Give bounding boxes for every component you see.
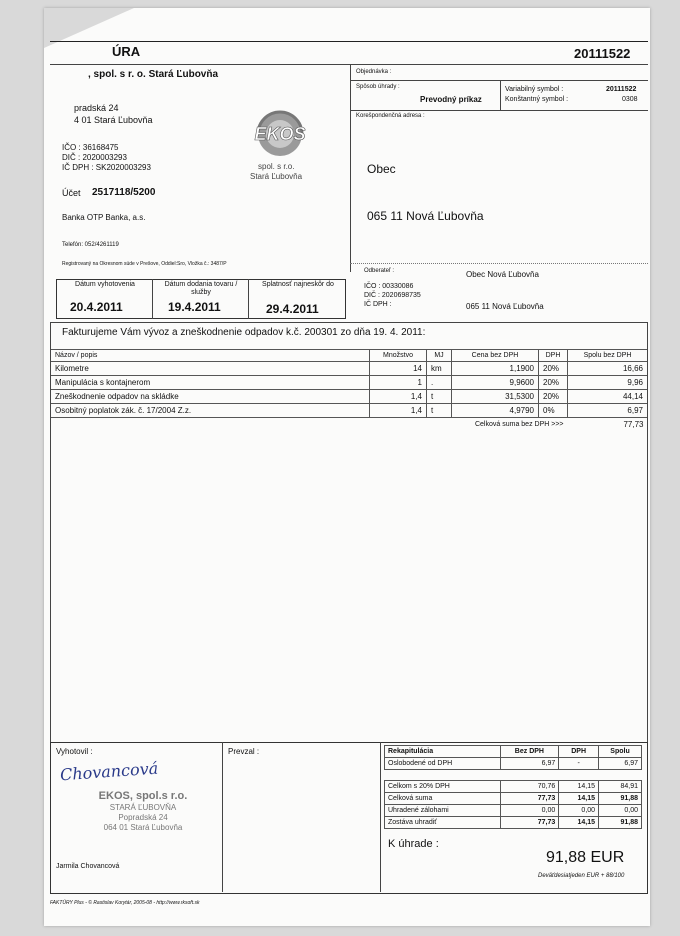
header-top-border [50, 41, 648, 42]
supplier-icdph: IČ DPH : SK2020003293 [62, 163, 151, 172]
payment-divider [500, 80, 501, 110]
ks-label: Konštantný symbol : [505, 96, 569, 103]
recap-base: 0,00 [500, 805, 559, 817]
supplier-name: , spol. s r. o. Stará Ľubovňa [88, 69, 219, 80]
order-label: Objednávka : [356, 69, 392, 75]
item-name: Osobitný poplatok zák. č. 17/2004 Z.z. [51, 404, 370, 418]
recap-base: 77,73 [500, 793, 559, 805]
delivery-date-label: Dátum dodania tovaru / služby [164, 281, 238, 296]
item-unit: . [427, 376, 452, 390]
item-total: 44,14 [568, 390, 648, 404]
recap-head-vat: DPH [559, 746, 599, 758]
handwritten-signature: Chovancová [59, 758, 159, 785]
register-note: Registrovaný na Okresnom súde v Prešove, Oddiel:Sro, Vložka č.: 3487/P [62, 261, 227, 267]
due-date-label: Splatnosť najneskôr do [262, 281, 334, 288]
recap-total: 0,00 [599, 805, 642, 817]
item-price: 1,1900 [452, 362, 539, 376]
col-price: Cena bez DPH [452, 350, 539, 362]
customer-ico: IČO : 00330086 [364, 283, 414, 290]
amount-due-label: K úhrade : [388, 838, 439, 850]
ekos-logo-icon [244, 110, 316, 158]
item-total: 9,96 [568, 376, 648, 390]
table-row [51, 362, 648, 376]
recap-vat: 14,15 [559, 781, 599, 793]
received-label: Prevzal : [228, 747, 260, 756]
recap-head-base: Bez DPH [500, 746, 559, 758]
payment-bottom [350, 110, 648, 111]
account-number: 2517118/5200 [92, 187, 156, 198]
recap-gap [385, 770, 642, 781]
item-qty: 1,4 [370, 404, 427, 418]
recap-vat: 14,15 [559, 817, 599, 829]
supplier-ico: IČO : 36168475 [62, 143, 119, 152]
vs-value: 20111522 [606, 86, 637, 93]
delivery-date: 19.4.2011 [168, 300, 221, 314]
recap-label: Oslobodené od DPH [385, 758, 501, 770]
recap-total: 91,88 [599, 793, 642, 805]
invoice-number: 20111522 [574, 46, 631, 61]
recap-label: Celkom s 20% DPH [385, 781, 501, 793]
footer-divider-1 [222, 742, 223, 892]
recap-total: 91,88 [599, 817, 642, 829]
ks-value: 0308 [622, 96, 638, 103]
recap-vat: 14,15 [559, 793, 599, 805]
item-total: 16,66 [568, 362, 648, 376]
item-total: 6,97 [568, 404, 648, 418]
col-name: Názov / popis [51, 350, 370, 362]
item-qty: 1,4 [370, 390, 427, 404]
item-price: 4,9790 [452, 404, 539, 418]
payment-label: Spôsob úhrady : [356, 84, 400, 90]
subtotal-row [51, 418, 648, 432]
recap-row [385, 805, 642, 817]
item-unit: km [427, 362, 452, 376]
customer-dic: DIČ : 2020698735 [364, 292, 421, 299]
due-date: 29.4.2011 [266, 302, 319, 316]
item-name: Manipulácia s kontajnerom [51, 376, 370, 390]
item-unit: t [427, 390, 452, 404]
recap-label: Celková suma [385, 793, 501, 805]
supplier-street: pradská 24 [74, 103, 119, 113]
issue-date-label: Dátum vyhotovenia [75, 281, 135, 288]
logo-sub-2: Stará Ľubovňa [250, 172, 303, 181]
col-qty: Množstvo [370, 350, 427, 362]
supplier-city: 4 01 Stará Ľubovňa [74, 115, 153, 125]
customer-top [350, 263, 648, 264]
correspondence-name: Obec [367, 162, 396, 176]
customer-icdph: IČ DPH : [364, 301, 392, 308]
table-row [51, 390, 648, 404]
col-total: Spolu bez DPH [568, 350, 648, 362]
recap-label: Zostáva uhradiť [385, 817, 501, 829]
amount-due: 91,88 EUR [546, 849, 625, 866]
recap-vat: 0,00 [559, 805, 599, 817]
intro-top [50, 322, 648, 323]
recap-base: 70,76 [500, 781, 559, 793]
supplier-dic: DIČ : 2020003293 [62, 153, 127, 162]
software-credit: FAKTÚRY Plus - © Rastislav Korytár, 2005-08 - http://www.rksoft.sk [50, 900, 200, 906]
payment-method: Prevodný príkaz [420, 95, 482, 104]
item-qty: 14 [370, 362, 427, 376]
intro-text: Fakturujeme Vám vývoz a zneškodnenie odpadov k.č. 200301 zo dňa 19. 4. 2011: [62, 327, 426, 338]
col-unit: MJ [427, 350, 452, 362]
stamp-line-1: EKOS, spol.s r.o. [98, 790, 188, 802]
customer-city: 065 11 Nová Ľubovňa [466, 302, 544, 311]
item-name: Kilometre [51, 362, 370, 376]
items-table [50, 349, 648, 431]
account-label: Účet [62, 188, 81, 198]
item-vat: 20% [539, 376, 568, 390]
dates-divider-1 [152, 279, 153, 319]
issuer-name: Jarmila Chovancová [56, 863, 120, 870]
item-qty: 1 [370, 376, 427, 390]
subtotal-value: 77,73 [623, 420, 644, 429]
recap-row [385, 758, 642, 770]
dates-divider-2 [248, 279, 249, 319]
table-row [51, 404, 648, 418]
issue-date: 20.4.2011 [70, 300, 123, 314]
issued-by-label: Vyhotovil : [56, 747, 93, 756]
item-vat: 20% [539, 362, 568, 376]
recap-base: 77,73 [500, 817, 559, 829]
body-right-border [647, 322, 648, 742]
recap-label: Uhradené zálohami [385, 805, 501, 817]
amount-in-words: Deväťdesiatjeden EUR + 88/100 [538, 873, 625, 879]
logo-sub-1: spol. s r.o. [258, 162, 295, 171]
bank-name: Banka OTP Banka, a.s. [62, 213, 146, 222]
recap-table [384, 745, 642, 829]
recap-head-total: Spolu [599, 746, 642, 758]
stamp-line-4: 064 01 Stará Ľubovňa [103, 823, 183, 832]
recap-header-row [385, 746, 642, 758]
correspondence-label: Korešpondenčná adresa : [356, 113, 425, 119]
stamp-line-3: Popradská 24 [118, 813, 168, 822]
company-stamp [88, 790, 198, 833]
recap-row [385, 793, 642, 805]
supplier-phone: Telefón: 052/4261119 [62, 242, 119, 248]
body-left-border [50, 322, 51, 742]
table-row [51, 376, 648, 390]
recap-total: 6,97 [599, 758, 642, 770]
recap-vat: - [559, 758, 599, 770]
item-price: 31,5300 [452, 390, 539, 404]
order-divider [350, 80, 648, 81]
stamp-line-2: STARÁ ĽUBOVŇA [109, 803, 177, 812]
item-vat: 0% [539, 404, 568, 418]
item-name: Zneškodnenie odpadov na skládke [51, 390, 370, 404]
footer-divider-2 [380, 742, 381, 892]
recap-row [385, 781, 642, 793]
subtotal-label: Celková suma bez DPH >>> [474, 421, 564, 428]
invoice-title: ÚRA [112, 44, 141, 59]
column-divider [350, 65, 351, 272]
item-unit: t [427, 404, 452, 418]
logo-text: EKOS [254, 124, 306, 144]
items-header-row [51, 350, 648, 362]
recap-base: 6,97 [500, 758, 559, 770]
recap-spacer [385, 770, 642, 781]
recap-total: 84,91 [599, 781, 642, 793]
vs-label: Variabilný symbol : [505, 86, 564, 93]
item-vat: 20% [539, 390, 568, 404]
customer-label: Odberateľ : [364, 268, 395, 274]
recap-head-label: Rekapitulácia [385, 746, 501, 758]
recap-row [385, 817, 642, 829]
customer-name: Obec Nová Ľubovňa [466, 270, 539, 279]
correspondence-city: 065 11 Nová Ľubovňa [367, 209, 484, 223]
item-price: 9,9600 [452, 376, 539, 390]
col-vat: DPH [539, 350, 568, 362]
header-bottom-border [50, 64, 648, 65]
